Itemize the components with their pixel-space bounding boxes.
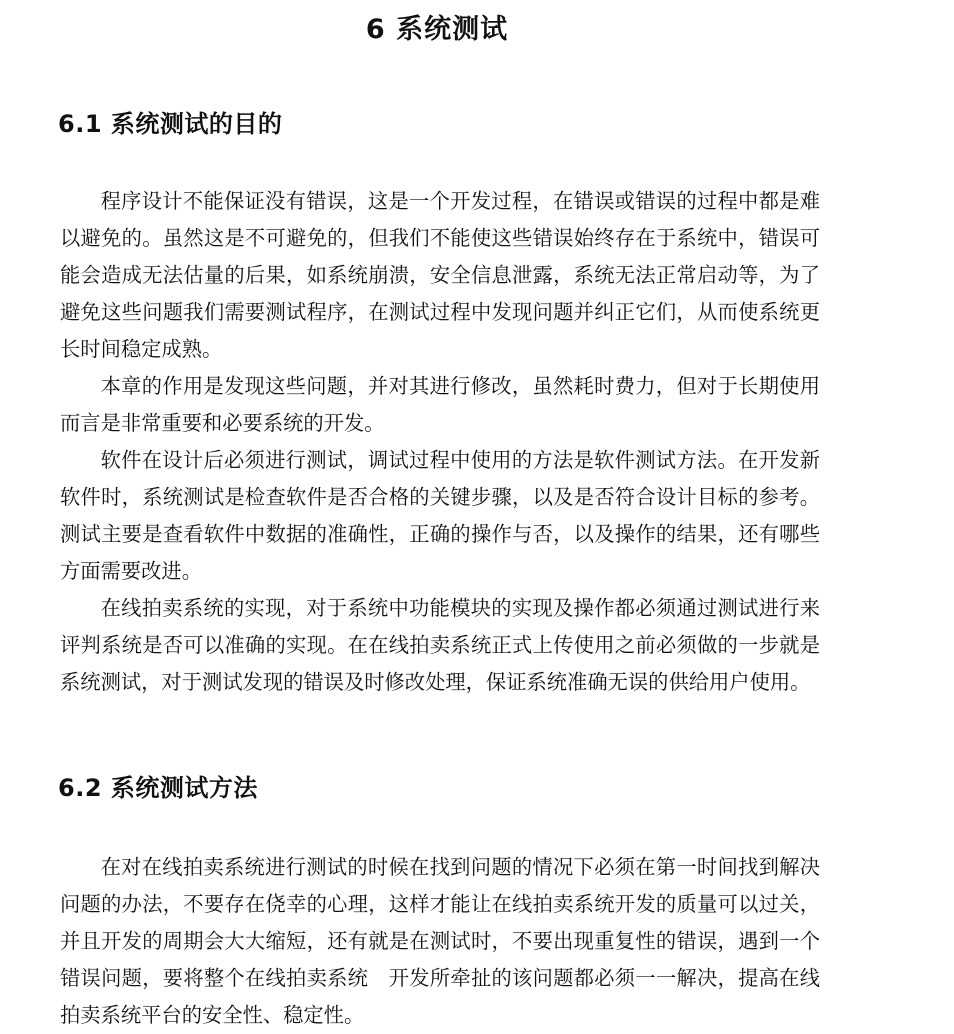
section-6-1-body — [60, 183, 820, 701]
paragraph: 在线拍卖系统的实现，对于系统中功能模块的实现及操作都必须通过测试进行来评判系统是否可以准确的实现。在在线拍卖系统正式上传使用之前必须做的一步就是系统测试，对于测试发现的错误及时修改处理，保证系统准确无误的供给用户使用。 — [60, 596, 820, 694]
section-heading-6-2: 6.2 系统测试方法 — [58, 774, 258, 802]
paragraph: 在对在线拍卖系统进行测试的时候在找到问题的情况下必须在第一时间找到解决问题的办法，不要存在侥幸的心理，这样才能让在线拍卖系统开发的质量可以过关，并且开发的周期会大大缩短，还有就是在测试时，不要出现重复性的错误，遇到一个错误问题，要将整个在线拍卖系统 开发所牵扯的该问题都必须一一解决，提高在线拍卖系统平台的安全性、稳定性。 — [60, 855, 820, 1027]
section-heading-6-1: 6.1 系统测试的目的 — [58, 110, 283, 138]
chapter-title: 6 系统测试 — [365, 14, 509, 45]
paragraph: 软件在设计后必须进行测试，调试过程中使用的方法是软件测试方法。在开发新软件时，系统测试是检查软件是否合格的关键步骤，以及是否符合设计目标的参考。测试主要是查看软件中数据的准确性，正确的操作与否，以及操作的结果，还有哪些方面需要改进。 — [60, 448, 820, 583]
paragraph: 程序设计不能保证没有错误，这是一个开发过程，在错误或错误的过程中都是难以避免的。虽然这是不可避免的，但我们不能使这些错误始终存在于系统中，错误可能会造成无法估量的后果，如系统崩溃，安全信息泄露，系统无法正常启动等，为了避免这些问题我们需要测试程序，在测试过程中发现问题并纠正它们，从而使系统更长时间稳定成熟。 — [60, 189, 820, 361]
paragraph: 本章的作用是发现这些问题，并对其进行修改，虽然耗时费力，但对于长期使用而言是非常重要和必要系统的开发。 — [60, 374, 820, 435]
section-6-2-body — [60, 849, 820, 1034]
